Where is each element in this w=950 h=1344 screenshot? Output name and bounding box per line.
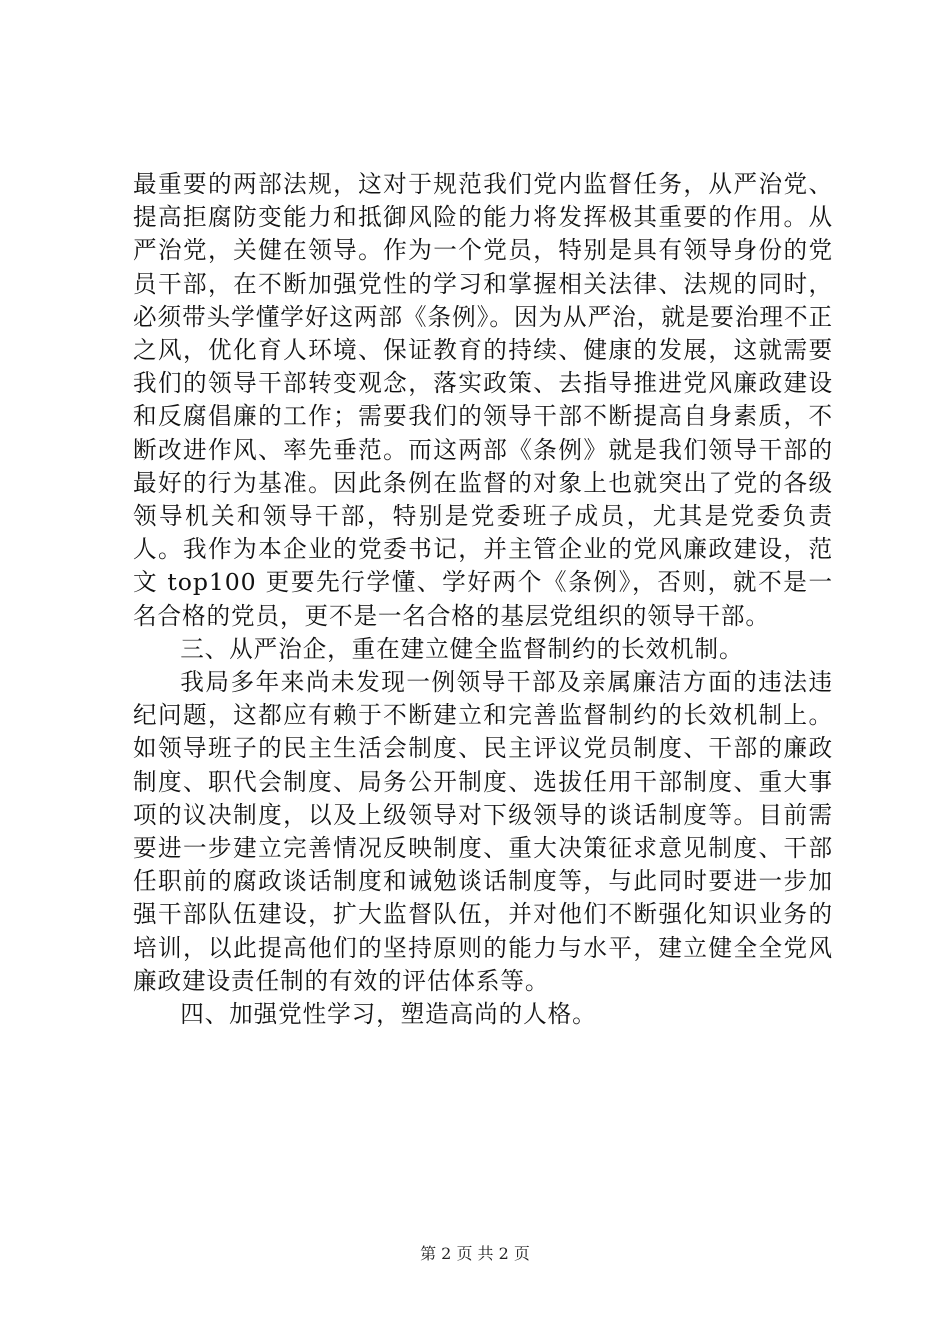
body-paragraph: 我局多年来尚未发现一例领导干部及亲属廉洁方面的违法违纪问题，这都应有赖于不断建立和完善监督制约的长效机制上。如领导班子的民主生活会制度、民主评议党员制度、干部的廉政制度、职代会制度、局务公开制度、选拔任用干部制度、重大事项的议决制度，以及上级领导对下级领导的谈话制度等。目前需要进一步建立完善情况反映制度、重大决策征求意见制度、干部任职前的腐政谈话制度和诫勉谈话制度等，与此同时要进一步加强干部队伍建设，扩大监督队伍，并对他们不断强化知识业务的培训，以此提高他们的坚持原则的能力与水平，建立健全全党风廉政建设责任制的有效的评估体系等。	[133, 668, 833, 995]
section-heading-three: 三、从严治企，重在建立健全监督制约的长效机制。	[180, 634, 744, 663]
page-number-footer: 第 2 页 共 2 页	[420, 1244, 530, 1263]
section-heading-four: 四、加强党性学习，塑造高尚的人格。	[180, 1000, 597, 1029]
body-paragraph: 最重要的两部法规，这对于规范我们党内监督任务，从严治党、提高拒腐防变能力和抵御风险的能力将发挥极其重要的作用。从严治党，关健在领导。作为一个党员，特别是具有领导身份的党员干部，在不断加强党性的学习和掌握相关法律、法规的同时，必须带头学懂学好这两部《条例》。因为从严治，就是要治理不正之风，优化育人环境、保证教育的持续、健康的发展，这就需要我们的领导干部转变观念，落实政策、去指导推进党风廉政建设和反腐倡廉的工作；需要我们的领导干部不断提高自身素质，不断改进作风、率先垂范。而这两部《条例》就是我们领导干部的最好的行为基准。因此条例在监督的对象上也就突出了党的各级领导机关和领导干部，特别是党委班子成员，尤其是党委负责人。我作为本企业的党委书记，并主管企业的党风廉政建设，范文 top100 更要先行学懂、学好两个《条例》，否则，就不是一名合格的党员，更不是一名合格的基层党组织的领导干部。	[133, 170, 833, 630]
document-body	[133, 168, 833, 1031]
